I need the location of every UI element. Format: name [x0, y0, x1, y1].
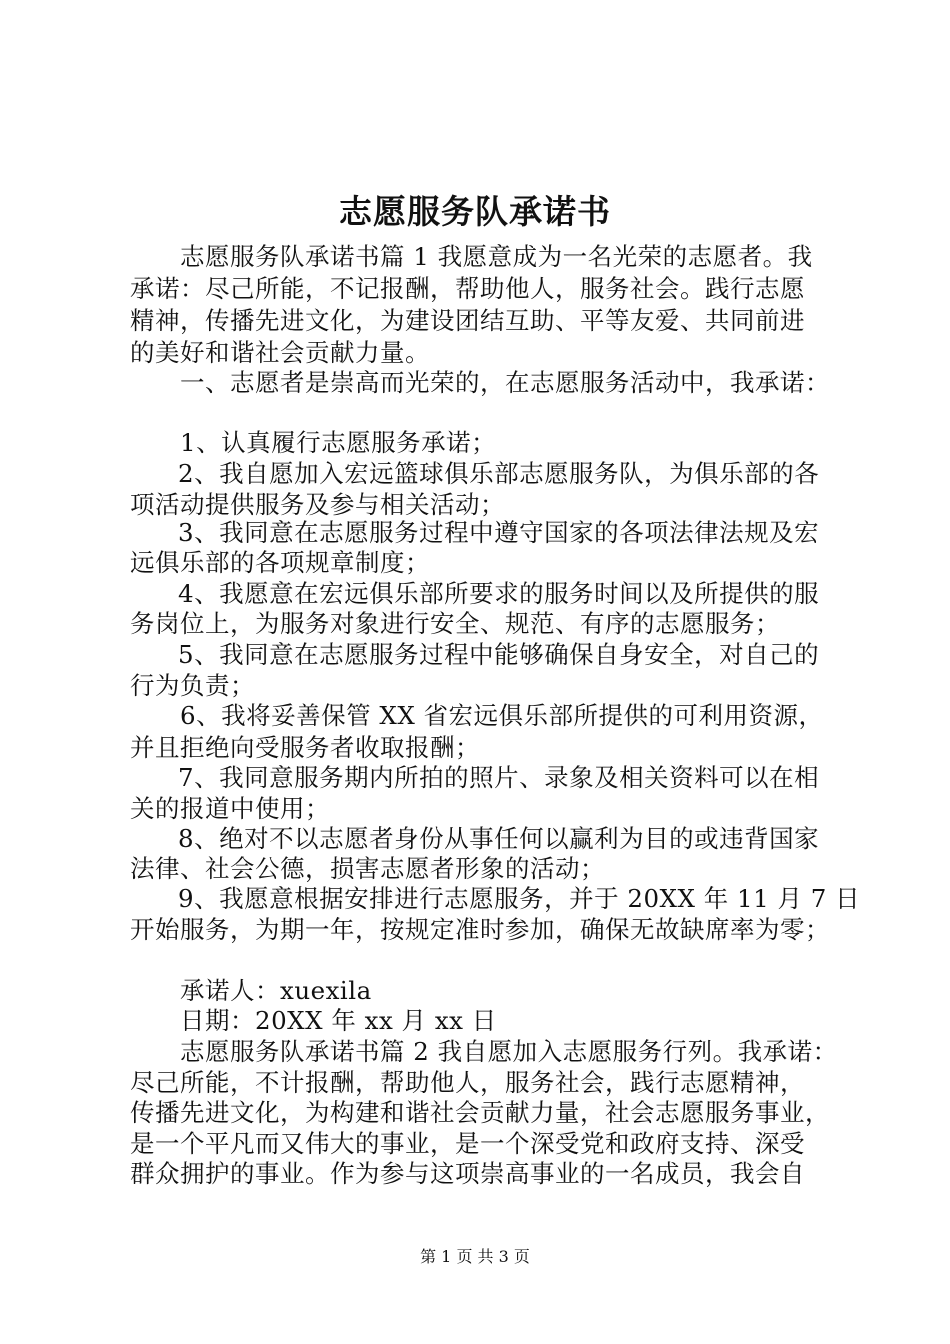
signatory-line: 承诺人：xuexila	[180, 976, 372, 1005]
body-line: 承诺：尽己所能，不记报酬，帮助他人，服务社会。践行志愿	[130, 274, 805, 303]
list-item: 5、我同意在志愿服务过程中能够确保自身安全，对自己的	[178, 640, 820, 669]
body-line: 群众拥护的事业。作为参与这项崇高事业的一名成员，我会自	[130, 1159, 805, 1188]
body-line: 一、志愿者是崇高而光荣的，在志愿服务活动中，我承诺：	[180, 368, 830, 397]
date-line: 日期：20XX 年 xx 月 xx 日	[180, 1006, 497, 1035]
list-item: 7、我同意服务期内所拍的照片、录象及相关资料可以在相	[178, 763, 820, 792]
body-line: 是一个平凡而又伟大的事业，是一个深受党和政府支持、深受	[130, 1129, 805, 1158]
list-item: 法律、社会公德，损害志愿者形象的活动；	[130, 854, 605, 883]
list-item: 行为负责；	[130, 671, 255, 700]
list-item: 远俱乐部的各项规章制度；	[130, 548, 430, 577]
list-item: 并且拒绝向受服务者收取报酬；	[130, 733, 480, 762]
body-line: 尽己所能，不计报酬，帮助他人，服务社会，践行志愿精神，	[130, 1068, 805, 1097]
list-item: 8、绝对不以志愿者身份从事任何以赢利为目的或违背国家	[178, 824, 820, 853]
list-item: 9、我愿意根据安排进行志愿服务，并于 20XX 年 11 月 7 日	[178, 884, 861, 913]
document-title: 志愿服务队承诺书	[339, 192, 611, 231]
body-line: 传播先进文化，为构建和谐社会贡献力量，社会志愿服务事业，	[130, 1098, 830, 1127]
list-item: 关的报道中使用；	[130, 794, 330, 823]
list-item: 6、我将妥善保管 XX 省宏远俱乐部所提供的可利用资源，	[180, 701, 824, 730]
list-item: 3、我同意在志愿服务过程中遵守国家的各项法律法规及宏	[178, 518, 820, 547]
body-line: 精神，传播先进文化，为建设团结互助、平等友爱、共同前进	[130, 306, 805, 335]
list-item: 1、认真履行志愿服务承诺；	[180, 428, 497, 457]
body-line: 的美好和谐社会贡献力量。	[130, 338, 430, 367]
list-item: 开始服务，为期一年，按规定准时参加，确保无故缺席率为零；	[130, 915, 830, 944]
list-item: 项活动提供服务及参与相关活动；	[130, 490, 505, 519]
page-number-footer: 第 1 页 共 3 页	[420, 1247, 530, 1266]
list-item: 务岗位上，为服务对象进行安全、规范、有序的志愿服务；	[130, 609, 780, 638]
body-line: 志愿服务队承诺书篇 2 我自愿加入志愿服务行列。我承诺：	[180, 1037, 838, 1066]
body-line: 志愿服务队承诺书篇 1 我愿意成为一名光荣的志愿者。我	[180, 242, 813, 271]
list-item: 2、我自愿加入宏远篮球俱乐部志愿服务队，为俱乐部的各	[178, 459, 820, 488]
list-item: 4、我愿意在宏远俱乐部所要求的服务时间以及所提供的服	[178, 579, 820, 608]
